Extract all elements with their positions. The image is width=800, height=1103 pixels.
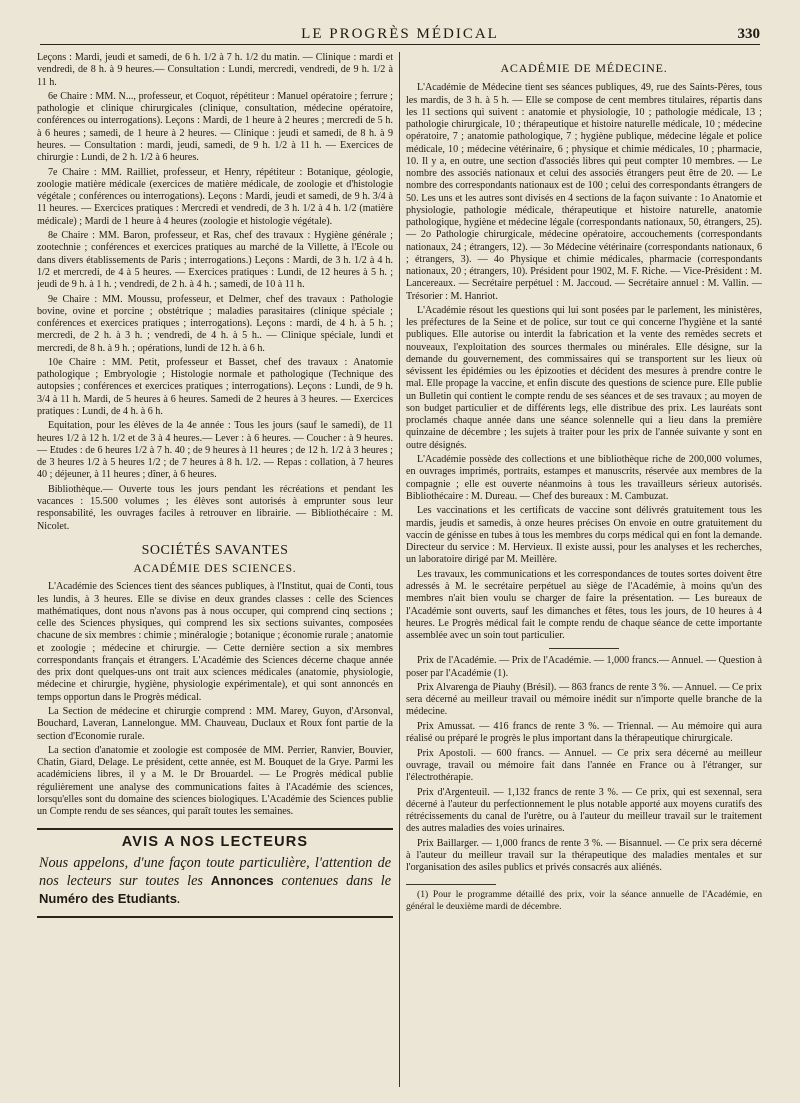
- notice-emphasis: Annonces: [210, 872, 274, 888]
- footnote: (1) Pour le programme détaillé des prix, voir la séance annuelle de l'Académie, en général le deuxième mardi de décembre.: [406, 889, 762, 912]
- prize-entry: Prix Amussat. — 416 francs de rente 3 %. — Triennal. — Au mémoire qui aura réalisé ou préparé le progrès le plus important dans la thérapeutique chirurgicale.: [406, 720, 762, 745]
- notice-text: Nous appelons, d'une façon toute particulière, l'attention de nos lecteurs sur toutes les: [39, 854, 391, 889]
- notice-text: contenues dans le: [273, 872, 391, 889]
- column-divider: [399, 52, 400, 1087]
- prize-entry: Prix de l'Académie. — Prix de l'Académie. — 1,000 francs.— Annuel. — Question à poser par l'Académie (1).: [406, 655, 762, 679]
- page-number: 330: [737, 26, 760, 42]
- subsection-title: ACADÉMIE DES SCIENCES.: [133, 563, 297, 576]
- running-title: LE PROGRÈS MÉDICAL: [301, 26, 499, 42]
- section-title: SOCIÉTÉS SAVANTES: [141, 542, 289, 558]
- paragraph: L'Académie des Sciences tient des séances publiques, à l'Institut, quai de Conti, tous les lundis, à 3 heures. Elle se divise en deux grandes classes : celle des Sciences mathématiques, dont nous n'avons pas à nous occuper, qui comprend cinq sections ; celle des Sciences physiques, qui comprend les six sections suivantes, composées chacune de six membres : chimie ; minéralogie ; botanique ; économie rurale ; anatomie et zoologie ; médecine et chirurgie. — Cette dernière section a six membres correspondants français et étrangers. L'Académie des Sciences décerne chaque année des prix dont quelques-uns ont trait aux sciences médicales (anatomie, physiologie, médecine et chirurgie, hygiène, physiologie expérimentale), et qui sont annoncés en temps opportun dans le Progrès médical.: [37, 581, 393, 703]
- reader-notice: [37, 828, 393, 917]
- section-title: ACADÉMIE DE MÉDECINE.: [500, 61, 668, 75]
- prize-entry: Prix Apostoli. — 600 francs. — Annuel. — Ce prix sera décerné au meilleur ouvrage, travail ou mémoire fait dans l'année en France ou à l'étranger, sur l'électrothérapie.: [406, 747, 762, 784]
- prize-entry: Prix Baillarger. — 1,000 francs de rente 3 %. — Bisannuel. — Ce prix sera décerné à l'auteur du meilleur travail sur la thérapeutique des maladies mentales et sur l'organisation des asiles publics et privés consacrés aux aliénés.: [406, 837, 762, 874]
- right-column: [406, 52, 762, 1092]
- paragraph: La Section de médecine et chirurgie comprend : MM. Marey, Guyon, d'Arsonval, Bouchard, Laveran, Lannelongue. MM. Chauveau, Duclaux et Roux font partie de la section d'Economie rurale.: [37, 706, 393, 742]
- paragraph: Leçons : Mardi, jeudi et samedi, de 6 h. 1/2 à 7 h. 1/2 du matin. — Clinique : mardi et vendredi, de 8 h. à 9 heures.— Consultation : Lundi, mercredi, vendredi, de 9 h. 1/2 à 11 h.: [37, 52, 393, 88]
- notice-text: .: [176, 890, 181, 907]
- paragraph: 9e Chaire : MM. Moussu, professeur, et Delmer, chef des travaux : Pathologie bovine, ovine et porcine ; obstétrique ; maladies parasitaires (clinique spéciale ; conférences et exercices pratiques ; interrogations). Leçons : mardi, de 4 h. à 5 h. ; mercredi, de 2 h. à 3 h. ; vendredi, de 4 h. à 5 h.. — Clinique spéciale, lundi et mercredi, de 8 h. à 9 h. ; opérations, lundi de 12 h. à 6 h.: [37, 293, 393, 354]
- paragraph: 6e Chaire : MM. N..., professeur, et Coquot, répétiteur : Manuel opératoire ; ferrure ; pathologie et clinique chirurgicales (clinique, consultation, médecine opératoire, conférences ou interrogations). Leçons : Mardi, de 1 heure à 2 heures ; mercredi de 5 h. à 6 heures ; samedi, de 1 heure à 2 heures. — Clinique : jeudi et samedi, de 8 h. à 9 heures. — Consultation : mardi, jeudi, samedi, de 9 h. 1/2 à 11 h. — Exercices de chirurgie : Lundi, de 2 h. 1/2 à 6 heures.: [37, 90, 393, 164]
- paragraph: L'Académie possède des collections et une bibliothèque riche de 200,000 volumes, en ouvrages imprimés, portraits, estampes et manuscrits, réservée aux membres de la compagnie ; elle est ouverte néanmoins à tous les travailleurs sérieux autorisés. Bibliothécaire : M. Dureau. — Chef des bureaux : M. Cambuzat.: [406, 454, 762, 502]
- paragraph: Bibliothèque.— Ouverte tous les jours pendant les récréations et pendant les vacances : 15.500 volumes ; les élèves sont autorisés à emprunter sous leur responsabilité, les ouvrages faciles à retrouver en librairie. — Bibliothécaire : M. Nicolet.: [37, 483, 393, 532]
- paragraph: 7e Chaire : MM. Railliet, professeur, et Henry, répétiteur : Botanique, géologie, zoologie matière médicale (exercices de matière médicale, de zoologie et d'histologie végétale ; conférences ou interrogations). Leçons : Mardi, jeudi et samedi, de 9 h. 3/4 à 11 heures. — Exercices pratiques : Mercredi et vendredi, de 3 h. 1/2 à 4 h. 1/2 (matière médicale) ; Mardi de 1 heure à 4 heures (zoologie et histologie végétale).: [37, 166, 393, 227]
- notice-body: [39, 855, 391, 908]
- left-column: [37, 52, 393, 1092]
- paragraph: L'Académie de Médecine tient ses séances publiques, 49, rue des Saints-Pères, tous les mardis, de 3 h. à 5 h. — Elle se compose de cent membres titulaires, répartis dans les 11 sections qui suivent : anatomie et physiologie, 10 ; pathologie médicale, 13 ; pathologie chirurgicale, 10 ; thérapeutique et histoire naturelle médicale, 10 ; médecine opératoire, 7 ; anatomie pathologique, 7 ; hygiène publique, médecine légale et police médicale, 10 ; médecine vétérinaire, 6 ; physique et chimie médicales, 10 ; pharmacie, 10. Il y a, en outre, une section d'associés libres qui peut compter 10 membres. — Le nombre des associés nationaux et celui des associés étrangers peut être de 20. — Le nombre des correspondants nationaux est de 100 ; celui des correspondants étrangers de 50. Les uns et les autres sont divisés en 4 sections de la façon suivante : 1o Anatomie et physiologie, pathologie médicale, thérapeutique et histoire naturelle, anatomie pathologique, hygiène et médecine légale (correspondants nationaux, 50, étrangers, 25). — 2o Pathologie chirurgicale, médecine opératoire, accouchements (correspondants nationaux, 24 ; étrangers, 12). — 3o Médecine vétérinaire (correspondants nationaux, 6 ; étrangers, 3). — 4o Physique et chimie médicales, pharmacie (correspondants nationaux, 20 ; étrangers, 10). Président pour 1902, M. F. Riche. — Vice-Président : M. Lancereaux. — Secrétaire perpétuel : M. Jaccoud. — Secrétaire annuel : M. Vallin. — Trésorier : M. Hanriot.: [406, 82, 762, 302]
- paragraph: La section d'anatomie et zoologie est composée de MM. Perrier, Ranvier, Bouvier, Chatin, Giard, Delage. Le président, cette année, est M. Bouquet de la Grye. Parmi les académiciens libres, il y a M. le Dr Brouardel. — Le Progrès médical publie régulièrement une analyse des communications faites à l'Académie des sciences, lorsqu'elles sont du domaine des sciences biologiques. L'Académie des Sciences publie un Compte rendu de ses séances, qui paraît toutes les semaines.: [37, 744, 393, 818]
- paragraph: Equitation, pour les élèves de la 4e année : Tous les jours (sauf le samedi), de 11 heures 1/2 à 12 h. 1/2 et de 3 à 4 heures.— Lever : à 6 heures. — Coucher : à 9 heures. — Etudes : de 6 heures 1/2 à 7 h. 40 ; de 9 heures à 11 heures ; de 12 h. 1/2 à 3 heures ; de 3 heures 1/2 à 5 heures 1/2 ; de 7 heures à 8 h. 1/2. — Repas : collation, à 7 heures 40 ; déjeuner, à 11 heures ; dîner, à 6 heures.: [37, 420, 393, 481]
- notice-emphasis: Numéro des Etudiants: [39, 890, 177, 906]
- paragraph: 8e Chaire : MM. Baron, professeur, et Ras, chef des travaux : Hygiène générale ; zootechnie ; conférences et exercices pratiques au marché de la Villette, à l'Ecole ou dans divers établissements de Paris ; interrogations.) Leçons : Mardi, de 3 h. 1/2 à 4 h. 1/2 et mercredi, de 4 à 5 heures. — Exercices pratiques : Lundi, de 12 heures à 5 h. ; jeudi de 9 h. à 1 h. ; vendredi, de 2 h. à 4 h. ; samedi, de 10 à 11 h.: [37, 230, 393, 291]
- paragraph: Les vaccinations et les certificats de vaccine sont délivrés gratuitement tous les mardis, jeudis et samedis, à onze heures précises On envoie en outre gratuitement du vaccin de génisse en tubes à tous les membres du corps médical qui en font la demande. Directeur du service : M. Hervieux. Il existe aussi, pour les analyses et les recherches, un laboratoire dirigé par M. Meillère.: [406, 505, 762, 566]
- notice-title: AVIS A NOS LECTEURS: [121, 834, 309, 851]
- footnote-divider: [406, 884, 496, 885]
- prize-entry: Prix d'Argenteuil. — 1,132 francs de rente 3 %. — Ce prix, qui est sexennal, sera décerné à l'auteur du perfectionnement le plus notable apporté aux moyens curatifs des rétrécissements du canal de l'urètre, ou à l'auteur du meilleur travail sur le traitement des autres maladies des voies urinaires.: [406, 786, 762, 835]
- paragraph: L'Académie résout les questions qui lui sont posées par le parlement, les ministères, les préfectures de la Seine et de police, sur tout ce qui concerne l'hygiène et la santé publiques. Elle autorise ou interdit la fabrication et la vente des remèdes secrets et nouveaux, l'exploitation des sources thermales ou minérales. Elle désigne, sur la demande du gouvernement, des commissaires qui se transportent sur les lieux où sévissent les épidémies ou les épizooties et décident des mesures à prendre contre le mal. Elle propage la vaccine, et enfin discute des questions de science pure. Elle publie un Bulletin qui contient le compte rendu de ses séances et de ses travaux ; au moyen de son budget particulier et de différents legs, elle distribue des prix. Les lauréats sont proclamés chaque année dans une séance solennelle qui a lieu dans la première quinzaine de décembre ; les sujets à traiter pour les prix de l'année suivante y sont en outre désignés.: [406, 304, 762, 451]
- running-head: [40, 26, 760, 45]
- paragraph: Les travaux, les communications et les correspondances de toutes sortes doivent être adressés à M. le secrétaire perpétuel au siège de l'Académie, à moins qu'un des membres n'ait bien voulu se charger de faire la présentation. — Les bureaux de l'Académie sont ouverts, sauf les dimanches et fêtes, tous les jours, de 10 heures à 4 heures. Le Progrès médical fait le compte rendu de chaque séance de cette importante assemblée avec un soin tout particulier.: [406, 568, 762, 641]
- divider: [549, 648, 619, 649]
- paragraph: 10e Chaire : MM. Petit, professeur et Basset, chef des travaux : Anatomie pathologique ; Embryologie ; Histologie normale et pathologique (Technique des autopsies ; conférences et exercices pratiques ; interrogations). Leçons : Lundi, de 9 h. 3/4 à 11 h. Mardi, de 5 heures à 6 heures. Samedi de 2 heures à 3 heures. — Exercices pratiques : Lundi, de 4 h. à 6 h.: [37, 356, 393, 417]
- prize-entry: Prix Alvarenga de Piauhy (Brésil). — 863 francs de rente 3 %. — Annuel. — Ce prix sera décerné au meilleur travail ou mémoire inédit sur n'importe quelle branche de la médecine.: [406, 681, 762, 718]
